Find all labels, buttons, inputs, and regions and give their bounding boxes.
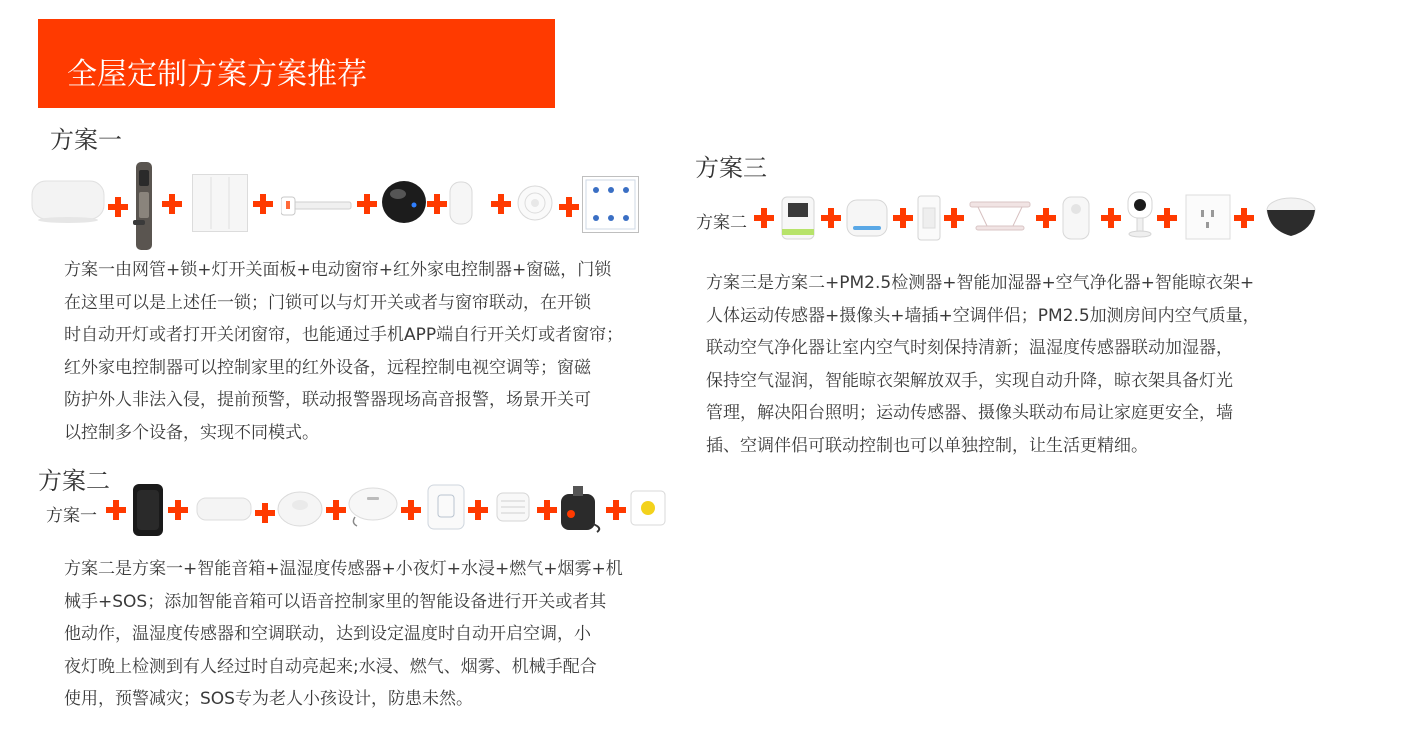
plus-icon <box>944 208 964 228</box>
plus-icon <box>1036 208 1056 228</box>
ac-companion-icon <box>1265 196 1317 240</box>
wall-socket-icon <box>1185 194 1231 240</box>
plus-icon <box>427 194 447 214</box>
title-banner <box>38 19 555 108</box>
door-sensor-icon <box>448 180 476 226</box>
gateway-icon <box>31 176 105 226</box>
plus-icon <box>1157 208 1177 228</box>
clothes-rack-icon <box>968 198 1032 234</box>
valve-manipulator-icon <box>559 484 603 534</box>
pm25-detector-icon <box>779 195 817 241</box>
plus-icon <box>253 194 273 214</box>
plus-icon <box>606 500 626 520</box>
plus-icon <box>537 500 557 520</box>
water-leak-sensor-icon <box>347 487 399 527</box>
plan2-heading: 方案二 <box>38 467 110 495</box>
plus-icon <box>106 500 126 520</box>
motion-sensor-icon <box>1061 195 1091 241</box>
smart-speaker-icon <box>131 482 165 538</box>
alarm-siren-icon <box>516 182 554 224</box>
plus-icon <box>491 194 511 214</box>
plan2-base-label: 方案一 <box>46 506 97 526</box>
plan3-base-label: 方案二 <box>696 213 747 233</box>
plus-icon <box>162 194 182 214</box>
scene-switch-icon <box>582 176 639 233</box>
smart-lock-icon <box>133 162 157 252</box>
plus-icon <box>357 194 377 214</box>
page-title: 全屋定制方案方案推荐 <box>67 57 367 92</box>
ir-remote-controller-icon <box>381 181 427 225</box>
plus-icon <box>468 500 488 520</box>
gas-detector-icon <box>426 483 466 531</box>
air-purifier-icon <box>915 194 943 242</box>
plan3-heading: 方案三 <box>695 154 767 182</box>
plus-icon <box>893 208 913 228</box>
plus-icon <box>326 500 346 520</box>
plan1-description: 方案一由网管+锁+灯开关面板+电动窗帘+红外家电控制器+窗磁，门锁 在这里可以是上述任一锁；门锁可以与灯开关或者与窗帘联动，在开锁 时自动开灯或者打开关闭窗帘，也能通过手机APP端自行开关灯或者窗帘； 红外家电控制器可以控制家里的红外设备，远程控制电视空调等；窗磁 防护外人非法入侵，提前预警，联动报警器现场高音报警，场景开关可 以控制多个设备，实现不同模式。 <box>64 260 624 443</box>
plus-icon <box>168 500 188 520</box>
plus-icon <box>754 208 774 228</box>
plus-icon <box>559 197 579 217</box>
temp-humidity-sensor-icon <box>195 494 253 524</box>
plan2-description: 方案二是方案一+智能音箱+温湿度传感器+小夜灯+水浸+燃气+烟雾+机 械手+SOS；添加智能音箱可以语音控制家里的智能设备进行开关或者其 他动作，温湿度传感器和空调联动，达到设定温度时自动开启空调，小 夜灯晚上检测到有人经过时自动亮起来;水浸、燃气、烟雾、机械手配合 使用，预警减灾；SOS专为老人小孩设计，防患未然。 <box>64 559 623 710</box>
plus-icon <box>108 197 128 217</box>
plus-icon <box>1101 208 1121 228</box>
plan1-heading: 方案一 <box>50 126 122 154</box>
light-switch-icon <box>192 174 248 232</box>
night-light-icon <box>276 490 324 528</box>
curtain-motor-icon <box>281 193 353 219</box>
plus-icon <box>1234 208 1254 228</box>
camera-icon <box>1125 190 1155 240</box>
plan3-description: 方案三是方案二+PM2.5检测器+智能加湿器+空气净化器+智能晾衣架+ 人体运动传感器+摄像头+墙插+空调伴侣；PM2.5加测房间内空气质量， 联动空气净化器让室内空气时刻保持清新；温湿度传感器联动加湿器， 保持空气湿润，智能晾衣架解放双手，实现自动升降，晾衣架具备灯光 管理，解决阳台照明；运动传感器、摄像头联动布局让家庭更安全，墙 插、空调伴侣可联动控制也可以单独控制，让生活更精细。 <box>706 273 1260 456</box>
sos-button-icon <box>630 490 666 526</box>
plus-icon <box>401 500 421 520</box>
smoke-detector-icon <box>493 487 533 527</box>
plus-icon <box>255 503 275 523</box>
humidifier-icon <box>845 196 889 240</box>
plus-icon <box>821 208 841 228</box>
